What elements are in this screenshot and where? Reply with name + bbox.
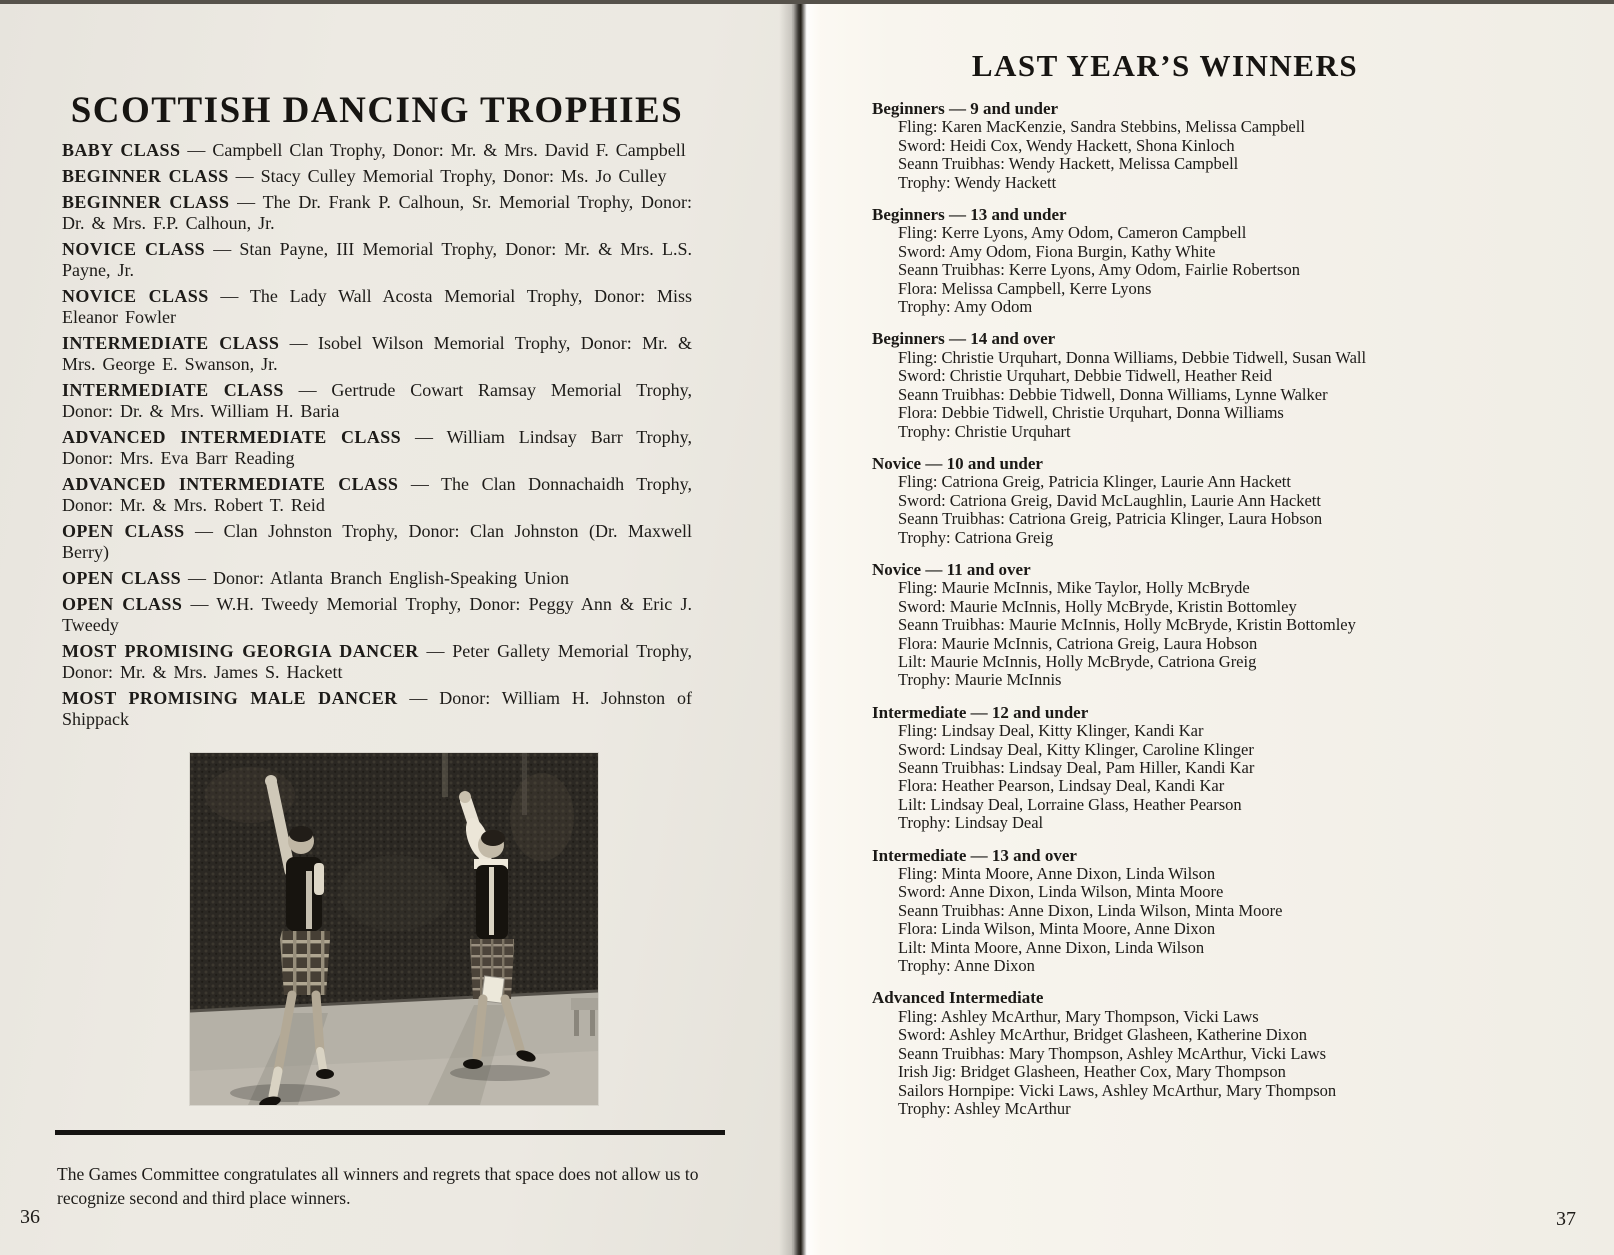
trophy-entry xyxy=(62,594,692,636)
winners-line: Seann Truibhas: Maurie McInnis, Holly McBryde, Kristin Bottomley xyxy=(898,615,1356,635)
winners-line: Trophy: Amy Odom xyxy=(898,297,1033,317)
trophy-desc: Isobel Wilson Memorial Trophy, Donor: Mr. & Mrs. George E. Swanson, Jr. xyxy=(62,333,692,374)
trophy-desc: Donor: Atlanta Branch English-Speaking Union xyxy=(213,568,569,588)
winners-section-header: Beginners — 13 and under xyxy=(872,205,1067,225)
winners-line: Seann Truibhas: Catriona Greig, Patricia Klinger, Laura Hobson xyxy=(898,509,1323,529)
dash-separator: — xyxy=(208,286,250,306)
dash-separator: — xyxy=(279,333,319,353)
winners-line: Trophy: Wendy Hackett xyxy=(898,172,1057,192)
trophy-desc: Peter Gallety Memorial Trophy, Donor: Mr. & Mrs. James S. Hackett xyxy=(62,641,692,682)
winners-line: Seann Truibhas: Debbie Tidwell, Donna Williams, Lynne Walker xyxy=(898,384,1328,404)
trophy-entry xyxy=(62,521,692,563)
trophy-class-label: INTERMEDIATE CLASS xyxy=(62,380,284,400)
winners-line: Sword: Heidi Cox, Wendy Hackett, Shona Kinloch xyxy=(898,135,1235,155)
page-number-36: 36 xyxy=(20,1206,40,1228)
winners-section xyxy=(872,989,1512,1118)
trophy-entry xyxy=(62,641,692,683)
trophy-desc: The Dr. Frank P. Calhoun, Sr. Memorial Trophy, Donor: Dr. & Mrs. F.P. Calhoun, Jr. xyxy=(62,192,692,233)
winners-line: Sword: Anne Dixon, Linda Wilson, Minta Moore xyxy=(898,882,1224,902)
trophy-class-label: BEGINNER CLASS xyxy=(62,166,229,186)
trophy-class-label: BEGINNER CLASS xyxy=(62,192,230,212)
winners-line: Trophy: Ashley McArthur xyxy=(898,1098,1071,1118)
dash-separator: — xyxy=(205,239,240,259)
trophy-entry xyxy=(62,568,692,589)
winners-line: Seann Truibhas: Lindsay Deal, Pam Hiller, Kandi Kar xyxy=(898,758,1255,777)
winners-line: Trophy: Catriona Greig xyxy=(898,527,1054,547)
trophy-class-label: OPEN CLASS xyxy=(62,521,185,541)
winners-line: Trophy: Lindsay Deal xyxy=(898,813,1044,833)
winners-line: Sword: Christie Urquhart, Debbie Tidwell, Heather Reid xyxy=(898,366,1272,386)
trophy-entry xyxy=(62,166,692,187)
right-page-title: LAST YEAR’S WINNERS xyxy=(971,47,1359,83)
trophy-desc: The Lady Wall Acosta Memorial Trophy, Donor: Miss Eleanor Fowler xyxy=(62,286,692,327)
winners-section-header: Intermediate — 12 and under xyxy=(872,702,1089,722)
trophy-list xyxy=(62,140,692,735)
trophy-class-label: OPEN CLASS xyxy=(62,568,182,588)
dash-separator: — xyxy=(180,140,213,160)
winners-line: Fling: Maurie McInnis, Mike Taylor, Holly McBryde xyxy=(898,578,1250,598)
winners-section-header: Beginners — 14 and over xyxy=(872,329,1056,349)
scan-top-edge xyxy=(0,0,1614,4)
winners-line: Seann Truibhas: Wendy Hackett, Melissa Campbell xyxy=(898,154,1239,174)
winners-line: Flora: Melissa Campbell, Kerre Lyons xyxy=(898,278,1152,298)
trophy-entry xyxy=(62,286,692,328)
trophy-entry xyxy=(62,427,692,469)
dash-separator: — xyxy=(401,427,447,447)
winners-line: Lilt: Lindsay Deal, Lorraine Glass, Heather Pearson xyxy=(898,794,1242,814)
trophy-class-label: OPEN CLASS xyxy=(62,594,183,614)
trophy-class-label: MOST PROMISING MALE DANCER xyxy=(62,688,398,708)
winners-section xyxy=(872,330,1512,440)
trophy-class-label: INTERMEDIATE CLASS xyxy=(62,333,280,353)
winners-line: Sword: Amy Odom, Fiona Burgin, Kathy White xyxy=(898,241,1216,261)
winners-section-header: Beginners — 9 and under xyxy=(872,99,1059,118)
winners-section xyxy=(872,455,1512,547)
winners-line: Flora: Linda Wilson, Minta Moore, Anne Dixon xyxy=(898,919,1216,939)
winners-line: Sword: Lindsay Deal, Kitty Klinger, Caroline Klinger xyxy=(898,739,1254,759)
trophy-desc: Campbell Clan Trophy, Donor: Mr. & Mrs. David F. Campbell xyxy=(212,140,686,160)
winners-section-header: Intermediate — 13 and over xyxy=(872,845,1077,865)
trophy-entry xyxy=(62,380,692,422)
trophy-desc: William Lindsay Barr Trophy, Donor: Mrs. Eva Barr Reading xyxy=(62,427,692,468)
trophy-desc: W.H. Tweedy Memorial Trophy, Donor: Peggy Ann & Eric J. Tweedy xyxy=(62,594,692,635)
trophy-entry xyxy=(62,239,692,281)
winners-line: Trophy: Maurie McInnis xyxy=(898,670,1062,690)
winners-line: Sword: Maurie McInnis, Holly McBryde, Kristin Bottomley xyxy=(898,596,1297,616)
dancers-photo xyxy=(190,753,598,1105)
winners-line: Seann Truibhas: Kerre Lyons, Amy Odom, Fairlie Robertson xyxy=(898,260,1300,280)
trophy-desc: Gertrude Cowart Ramsay Memorial Trophy, Donor: Dr. & Mrs. William H. Baria xyxy=(62,380,692,421)
winners-section xyxy=(872,847,1512,976)
winners-line: Trophy: Christie Urquhart xyxy=(898,421,1071,441)
footer-divider xyxy=(55,1130,725,1135)
trophy-desc: Stacy Culley Memorial Trophy, Donor: Ms. Jo Culley xyxy=(260,166,667,186)
dash-separator: — xyxy=(181,568,214,588)
winners-section xyxy=(872,561,1512,690)
trophy-class-label: ADVANCED INTERMEDIATE CLASS xyxy=(62,474,399,494)
trophy-entry xyxy=(62,688,692,730)
winners-line: Fling: Catriona Greig, Patricia Klinger, Laurie Ann Hackett xyxy=(898,472,1291,492)
dash-separator: — xyxy=(228,166,261,186)
winners-line: Lilt: Minta Moore, Anne Dixon, Linda Wilson xyxy=(898,937,1205,957)
winners-line: Fling: Christie Urquhart, Donna Williams, Debbie Tidwell, Susan Wall xyxy=(898,347,1367,367)
winners-section xyxy=(872,704,1512,833)
committee-note: The Games Committee congratulates all winners and regrets that space does not allow us to recognize second and third place winners. xyxy=(57,1163,699,1208)
trophy-class-label: NOVICE CLASS xyxy=(62,239,206,259)
trophy-desc: Donor: William H. Johnston of Shippack xyxy=(62,688,693,729)
left-page-title: SCOTTISH DANCING TROPHIES xyxy=(70,89,684,131)
winners-line: Lilt: Maurie McInnis, Holly McBryde, Catriona Greig xyxy=(898,651,1257,671)
trophy-entry xyxy=(62,474,692,516)
winners-sections xyxy=(872,100,1512,1132)
trophy-desc: Clan Johnston Trophy, Donor: Clan Johnston (Dr. Maxwell Berry) xyxy=(62,521,693,562)
trophy-class-label: MOST PROMISING GEORGIA DANCER xyxy=(62,641,419,661)
trophy-desc: Stan Payne, III Memorial Trophy, Donor: Mr. & Mrs. L.S. Payne, Jr. xyxy=(62,239,692,280)
winners-line: Trophy: Anne Dixon xyxy=(898,956,1035,976)
winners-line: Flora: Debbie Tidwell, Christie Urquhart, Donna Williams xyxy=(898,403,1284,423)
winners-line: Sword: Catriona Greig, David McLaughlin, Laurie Ann Hackett xyxy=(898,490,1321,510)
winners-section xyxy=(872,100,1512,192)
trophy-class-label: NOVICE CLASS xyxy=(62,286,209,306)
dash-separator: — xyxy=(182,594,217,614)
dash-separator: — xyxy=(229,192,263,212)
dash-separator: — xyxy=(418,641,453,661)
trophy-class-label: BABY CLASS xyxy=(62,140,181,160)
winners-line: Irish Jig: Bridget Glasheen, Heather Cox, Mary Thompson xyxy=(898,1062,1286,1082)
dancers-photo-drawing xyxy=(190,753,598,1105)
winners-section-header: Novice — 11 and over xyxy=(872,559,1031,579)
winners-line: Flora: Maurie McInnis, Catriona Greig, Laura Hobson xyxy=(898,633,1258,653)
winners-line: Fling: Karen MacKenzie, Sandra Stebbins, Melissa Campbell xyxy=(898,117,1305,137)
winners-line: Sailors Hornpipe: Vicki Laws, Ashley McArthur, Mary Thompson xyxy=(898,1080,1337,1100)
dash-separator: — xyxy=(397,688,440,708)
winners-line: Sword: Ashley McArthur, Bridget Glasheen, Katherine Dixon xyxy=(898,1025,1308,1045)
dash-separator: — xyxy=(283,380,332,400)
winners-line: Fling: Ashley McArthur, Mary Thompson, Vicki Laws xyxy=(898,1006,1259,1026)
trophy-desc: The Clan Donnachaidh Trophy, Donor: Mr. & Mrs. Robert T. Reid xyxy=(62,474,692,515)
winners-section-header: Novice — 10 and under xyxy=(872,453,1043,473)
dash-separator: — xyxy=(398,474,442,494)
winners-section xyxy=(872,206,1512,316)
trophy-entry xyxy=(62,140,692,161)
winners-line: Flora: Heather Pearson, Lindsay Deal, Kandi Kar xyxy=(898,776,1225,796)
book-gutter xyxy=(779,0,821,1255)
trophy-entry xyxy=(62,192,692,234)
winners-section-header: Advanced Intermediate xyxy=(872,988,1044,1008)
page-number-37: 37 xyxy=(1556,1208,1576,1230)
winners-line: Seann Truibhas: Mary Thompson, Ashley McArthur, Vicki Laws xyxy=(898,1043,1327,1063)
winners-line: Fling: Kerre Lyons, Amy Odom, Cameron Campbell xyxy=(898,223,1247,243)
winners-line: Seann Truibhas: Anne Dixon, Linda Wilson, Minta Moore xyxy=(898,900,1283,920)
trophy-class-label: ADVANCED INTERMEDIATE CLASS xyxy=(62,427,402,447)
winners-line: Fling: Minta Moore, Anne Dixon, Linda Wilson xyxy=(898,864,1216,884)
dash-separator: — xyxy=(184,521,224,541)
trophy-entry xyxy=(62,333,692,375)
winners-line: Fling: Lindsay Deal, Kitty Klinger, Kandi Kar xyxy=(898,721,1204,741)
